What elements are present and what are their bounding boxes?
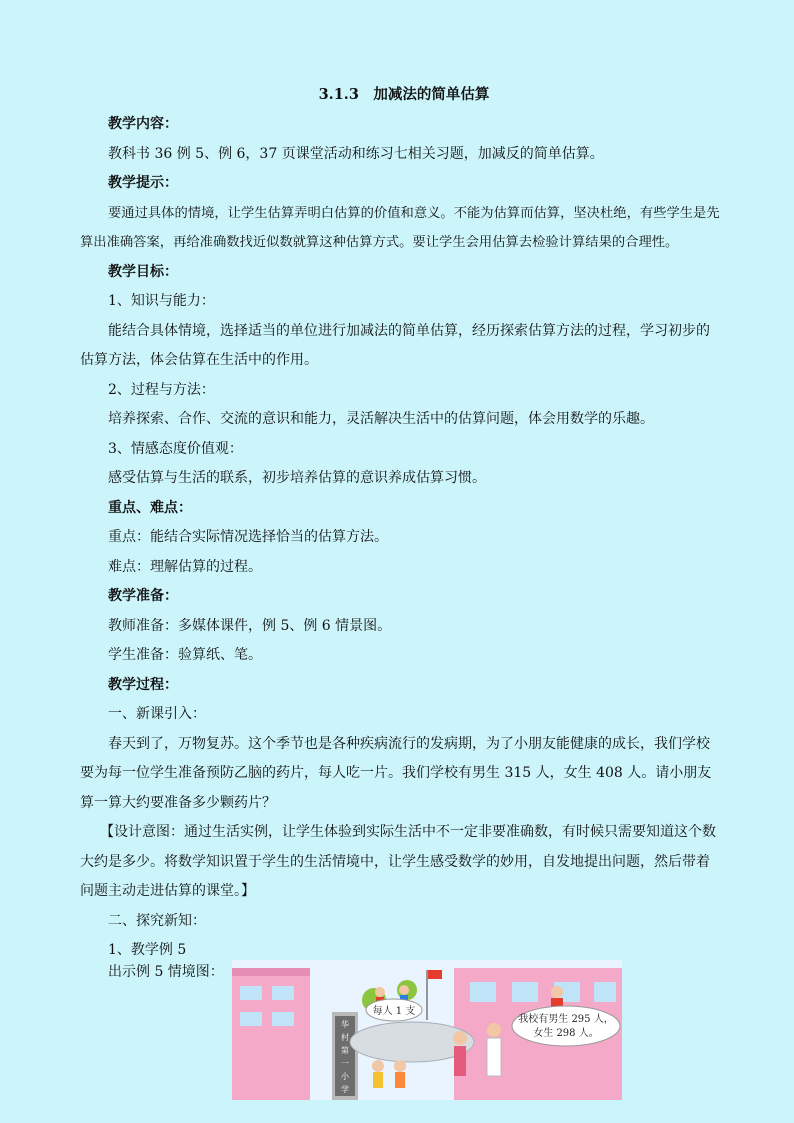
example5-illustration [232, 960, 622, 1100]
teacher-prep: 教师准备：多媒体课件，例 5、例 6 情景图。 [108, 617, 392, 634]
school-sign-char: 村 [341, 1033, 349, 1042]
example5-label: 1、教学例 5 [108, 942, 187, 958]
key-heading: 重点、难点： [108, 499, 192, 516]
content-heading: 教学内容： [108, 116, 178, 132]
goal3-text: 感受估算与生活的联系，初步培养估算的意识养成估算习惯。 [108, 470, 486, 486]
school-scene-illustration [232, 960, 622, 1100]
goal1-label: 1、知识与能力： [108, 293, 215, 309]
step1-text: 春天到了，万物复苏。这个季节也是各种疾病流行的发病期，为了小朋友能健康的成长，我们学校要为每一位学生准备预防乙脑的药片，每人吃一片。我们学校有男生 315 人，女生 408 人。请小朋友算一算大约要准备多少颗药片？ [80, 735, 712, 811]
page-title: 3.1.3 加减法的简单估算 [318, 86, 490, 103]
step2-label: 二、探究新知： [108, 912, 206, 929]
goal2-text: 培养探索、合作、交流的意识和能力，灵活解决生活中的估算问题，体会用数学的乐趣。 [108, 411, 654, 427]
step1-label: 一、新课引入： [108, 706, 206, 722]
bubble-right-line1: 我校有男生 295 人， [518, 1014, 614, 1025]
school-sign-char: 华 [341, 1020, 349, 1029]
school-sign-char: 小 [341, 1072, 349, 1081]
key-text: 重点：能结合实际情况选择恰当的估算方法。 [108, 529, 388, 545]
content-text: 教科书 36 例 5、例 6，37 页课堂活动和练习七相关习题，加减反的简单估算。 [108, 145, 604, 162]
school-sign-char: 第 [341, 1046, 349, 1055]
school-sign-char: 学 [341, 1085, 349, 1094]
speech-bubble-right [512, 1006, 620, 1046]
hint-heading: 教学提示： [108, 175, 178, 191]
goal2-label: 2、过程与方法： [108, 381, 215, 398]
student-prep: 学生准备：验算纸、笔。 [108, 647, 262, 663]
document-body [80, 80, 720, 966]
bubble-right-line2: 女生 298 人。 [533, 1028, 599, 1039]
goal-heading: 教学目标： [108, 263, 178, 280]
figure-label: 出示例 5 情境图： [108, 964, 224, 980]
hint-text: 要通过具体的情境，让学生估算弄明白估算的价值和意义。不能为估算而估算，坚决杜绝，有些学生是先算出准确答案，再给准确数找近似数就算这种估算方式。要让学生会用估算去检验计算结果的合理性。 [80, 205, 720, 250]
difficult-text: 难点：理解估算的过程。 [108, 558, 262, 575]
design-text: 【设计意图：通过生活实例，让学生体验到实际生活中不一定非要准确数，有时候只需要知道这个数大约是多少。将数学知识置于学生的生活情境中，让学生感受数学的妙用，自发地提出问题，然后带着问题主动走进估算的课堂。】 [80, 824, 716, 899]
flag-icon [428, 970, 442, 979]
school-sign-char: 一 [341, 1059, 349, 1068]
bubble-left-text: 每人 1 支 [372, 1006, 416, 1017]
prep-heading: 教学准备： [108, 588, 178, 604]
process-heading: 教学过程： [108, 676, 178, 693]
goal1-text: 能结合具体情境，选择适当的单位进行加减法的简单估算，经历探索估算方法的过程，学习初步的估算方法，体会估算在生活中的作用。 [80, 322, 710, 368]
figure-row [80, 958, 720, 1103]
goal3-label: 3、情感态度价值观： [108, 440, 243, 457]
